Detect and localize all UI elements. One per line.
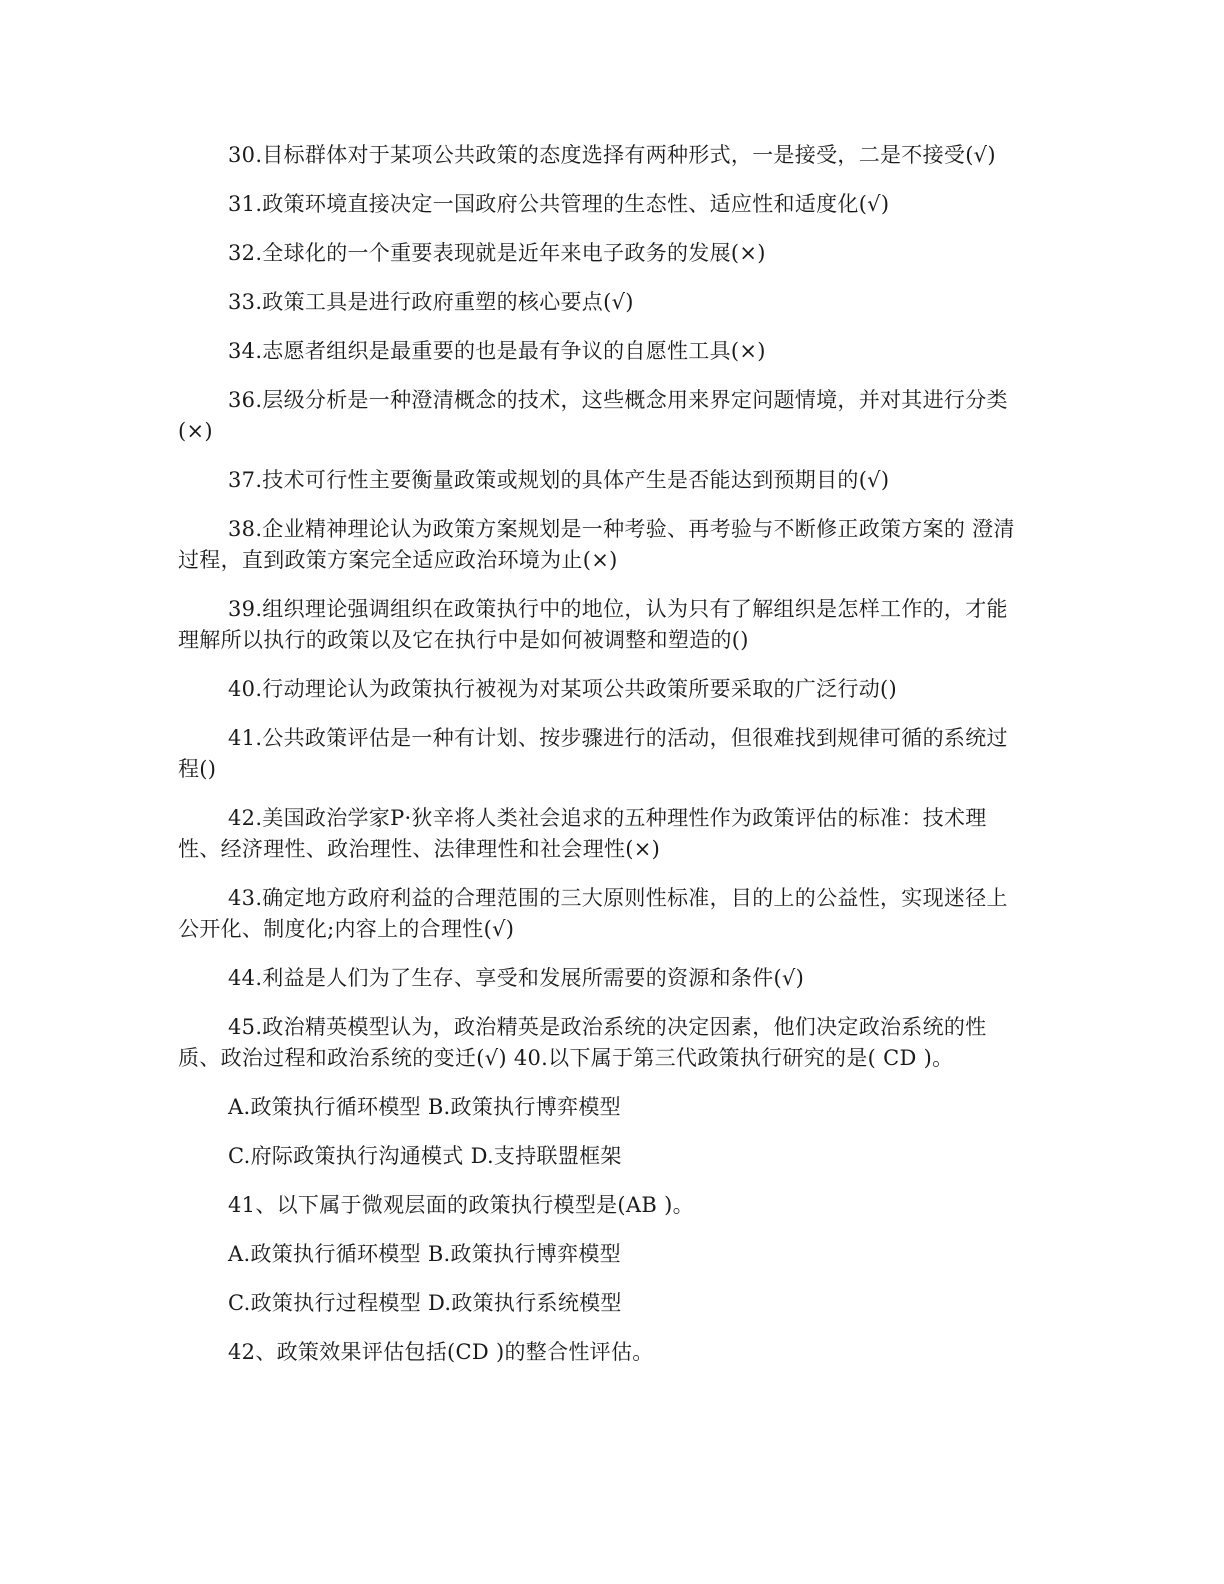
question-40-options-ab: A.政策执行循环模型 B.政策执行博弈模型	[228, 1095, 621, 1119]
paragraph-39: 39.组织理论强调组织在政策执行中的地位，认为只有了解组织是怎样工作的，才能理解所以执行的政策以及它在执行中是如何被调整和塑造的()	[178, 597, 1008, 652]
question-40-options-cd: C.府际政策执行沟通模式 D.支持联盟框架	[228, 1144, 622, 1168]
paragraph-43: 43.确定地方政府利益的合理范围的三大原则性标准，目的上的公益性，实现迷径上公开化、制度化;内容上的合理性(√)	[178, 886, 1008, 941]
paragraph-42: 42.美国政治学家P·狄辛将人类社会追求的五种理性作为政策评估的标准：技术理性、经济理性、政治理性、法律理性和社会理性(×)	[178, 806, 987, 861]
question-42: 42、政策效果评估包括(CD )的整合性评估。	[228, 1340, 654, 1364]
paragraph-30: 30.目标群体对于某项公共政策的态度选择有两种形式，一是接受，二是不接受(√)	[228, 143, 996, 167]
paragraph-37: 37.技术可行性主要衡量政策或规划的具体产生是否能达到预期目的(√)	[228, 468, 890, 492]
paragraph-36: 36.层级分析是一种澄清概念的技术，这些概念用来界定问题情境，并对其进行分类(×)	[178, 388, 1008, 443]
paragraph-31: 31.政策环境直接决定一国政府公共管理的生态性、适应性和适度化(√)	[228, 192, 890, 216]
paragraph-44: 44.利益是人们为了生存、享受和发展所需要的资源和条件(√)	[228, 966, 805, 990]
paragraph-33: 33.政策工具是进行政府重塑的核心要点(√)	[228, 290, 634, 314]
document-page	[178, 140, 1028, 1386]
paragraph-34: 34.志愿者组织是最重要的也是最有争议的自愿性工具(×)	[228, 339, 766, 363]
paragraph-38: 38.企业精神理论认为政策方案规划是一种考验、再考验与不断修正政策方案的 澄清过程，直到政策方案完全适应政治环境为止(×)	[178, 517, 1015, 572]
question-41-options-ab: A.政策执行循环模型 B.政策执行博弈模型	[228, 1242, 621, 1266]
question-41-options-cd: C.政策执行过程模型 D.政策执行系统模型	[228, 1291, 622, 1315]
question-41: 41、以下属于微观层面的政策执行模型是(AB )。	[228, 1193, 694, 1217]
paragraph-40: 40.行动理论认为政策执行被视为对某项公共政策所要采取的广泛行动()	[228, 677, 897, 701]
paragraph-45: 45.政治精英模型认为，政治精英是政治系统的决定因素，他们决定政治系统的性质、政治过程和政治系统的变迁(√) 40.以下属于第三代政策执行研究的是( CD )。	[178, 1015, 987, 1070]
paragraph-32: 32.全球化的一个重要表现就是近年来电子政务的发展(×)	[228, 241, 766, 265]
paragraph-41: 41.公共政策评估是一种有计划、按步骤进行的活动，但很难找到规律可循的系统过程()	[178, 726, 1008, 781]
